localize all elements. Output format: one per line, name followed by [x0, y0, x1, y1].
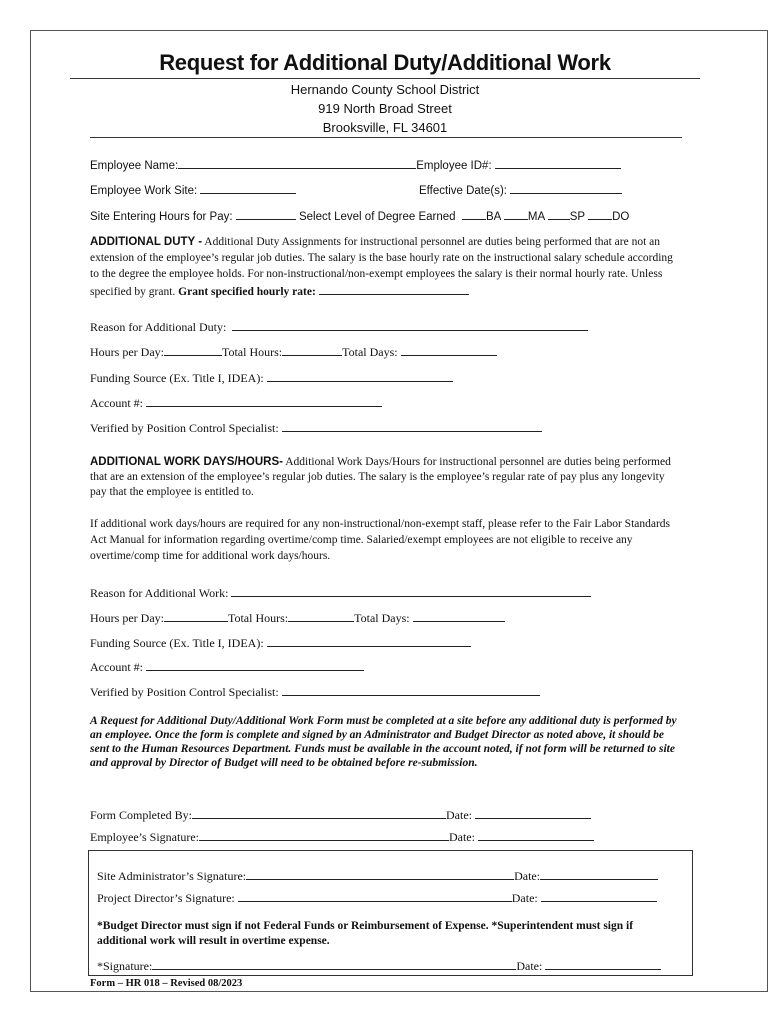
flsa-note: If additional work days/hours are required for any non-instructional/non-exempt staff, please refer to the Fair Labor Standards Act Manual for information regarding overtime/comp time. Salaried/exempt employees are not eligible to receive any overtime/comp time for additional work days/hours.: [90, 518, 671, 562]
employee-site-label-wrap: [90, 181, 296, 197]
site-hours-label: Site Entering Hours for Pay:: [90, 211, 233, 223]
project-director-row: [97, 889, 657, 906]
project-director-date-label: Date:: [511, 891, 538, 905]
header-rule: [90, 137, 682, 138]
employee-site-label: Employee Work Site:: [90, 185, 198, 197]
duty-paragraph: [90, 234, 680, 300]
degree-ba-check[interactable]: [462, 207, 486, 220]
site-hours-field[interactable]: [236, 207, 296, 220]
employee-signature-label: Employee’s Signature:: [90, 830, 199, 844]
employee-date-label: Date:: [448, 830, 475, 844]
degree-ba-label: BA: [485, 211, 501, 223]
work-verified-label: Verified by Position Control Specialist:: [90, 685, 279, 699]
duty-verified-row: [90, 419, 542, 436]
duty-reason-label: Reason for Additional Duty:: [90, 320, 227, 334]
employee-id-field[interactable]: [495, 156, 621, 169]
work-hours-day-field[interactable]: [164, 609, 228, 622]
duty-description: Additional Duty Assignments for instructional personnel are duties being performed that are not an extension of the employee’s regular job duties. The salary is the base hourly rate on the instructional salary schedule according to the degree the employee holds. For non-instructional/non-exempt employees the salary is their normal hourly rate. Unless specified by grant.: [90, 236, 673, 298]
duty-funding-field[interactable]: [267, 369, 453, 382]
employee-id-label: Employee ID#:: [416, 160, 492, 172]
degree-sp-check[interactable]: [548, 207, 570, 220]
work-reason-row: [90, 584, 591, 601]
work-verified-row: [90, 683, 540, 700]
site-hours-row: [90, 207, 629, 223]
employee-name-row: [90, 156, 621, 172]
work-funding-field[interactable]: [267, 634, 471, 647]
work-total-hours-field[interactable]: [288, 609, 354, 622]
district-name: Hernando County School District: [290, 82, 480, 97]
work-total-days-label: Total Days:: [354, 611, 410, 625]
budget-director-note: *Budget Director must sign if not Federal Funds or Reimbursement of Expense. *Superintendent must sign if additional work will result in overtime expense.: [97, 920, 634, 947]
degree-label: Select Level of Degree Earned: [298, 211, 456, 223]
site-admin-field[interactable]: [246, 867, 514, 880]
completed-by-label: Form Completed By:: [90, 808, 192, 822]
duty-heading: ADDITIONAL DUTY -: [90, 236, 203, 248]
duty-reason-row: [90, 318, 588, 335]
duty-total-days-label: Total Days:: [342, 345, 398, 359]
degree-do-check[interactable]: [588, 207, 612, 220]
duty-hours-day-field[interactable]: [164, 343, 222, 356]
project-director-label: Project Director’s Signature:: [97, 891, 235, 905]
final-signature-field[interactable]: [152, 957, 516, 970]
work-reason-field[interactable]: [231, 584, 591, 597]
form-title: Request for Additional Duty/Additional Work: [159, 50, 611, 75]
page-border: [30, 30, 768, 992]
district-street: 919 North Broad Street: [318, 101, 452, 116]
duty-hours-row: [90, 343, 497, 360]
work-account-field[interactable]: [146, 658, 364, 671]
duty-funding-label: Funding Source (Ex. Title I, IDEA):: [90, 371, 264, 385]
final-signature-row: [97, 957, 661, 974]
degree-sp-label: SP: [569, 211, 585, 223]
duty-total-hours-field[interactable]: [282, 343, 342, 356]
duty-verified-label: Verified by Position Control Specialist:: [90, 421, 279, 435]
effective-date-label: Effective Date(s):: [419, 185, 507, 197]
site-admin-date-field[interactable]: [540, 867, 658, 880]
work-hours-day-label: Hours per Day:: [90, 611, 164, 625]
degree-ma-label: MA: [527, 211, 545, 223]
completed-by-row: [90, 806, 591, 823]
employee-site-field[interactable]: [200, 181, 296, 194]
final-signature-date-field[interactable]: [545, 957, 661, 970]
site-admin-row: [97, 867, 658, 884]
work-description: Additional Work Days/Hours for instructional personnel are duties being performed that are an extension of the employee’s regular job duties. The salary is the employee’s regular rate of pay plus any longevity pay that the employee is entitled to.: [90, 456, 671, 498]
project-director-date-field[interactable]: [541, 889, 657, 902]
employee-name-label: Employee Name:: [90, 160, 179, 172]
completed-date-label: Date:: [446, 808, 472, 822]
degree-ma-check[interactable]: [504, 207, 528, 220]
district-city: Brooksville, FL 34601: [322, 120, 448, 135]
duty-account-label: Account #:: [90, 396, 143, 410]
employee-signature-field[interactable]: [199, 828, 449, 841]
duty-verified-field[interactable]: [282, 419, 542, 432]
work-total-hours-label: Total Hours:: [227, 611, 289, 625]
work-account-row: [90, 658, 364, 675]
work-total-days-field[interactable]: [413, 609, 505, 622]
employee-date-field[interactable]: [478, 828, 594, 841]
work-reason-label: Reason for Additional Work:: [90, 586, 229, 600]
completed-date-field[interactable]: [475, 806, 591, 819]
effective-date-wrap: [419, 181, 622, 197]
duty-hours-day-label: Hours per Day:: [90, 345, 164, 359]
site-admin-label: Site Administrator’s Signature:: [97, 869, 247, 883]
work-heading: ADDITIONAL WORK DAYS/HOURS-: [90, 456, 283, 468]
work-funding-row: [90, 634, 471, 651]
duty-account-row: [90, 394, 382, 411]
duty-funding-row: [90, 369, 453, 386]
form-footer: Form – HR 018 – Revised 08/2023: [90, 978, 243, 989]
work-paragraph: [90, 455, 680, 500]
site-admin-date-label: Date:: [514, 869, 541, 883]
duty-total-days-field[interactable]: [401, 343, 497, 356]
work-account-label: Account #:: [90, 660, 143, 674]
duty-account-field[interactable]: [146, 394, 382, 407]
completed-by-field[interactable]: [192, 806, 446, 819]
submission-notice: A Request for Additional Duty/Additional Work Form must be completed at a site before any additional duty is performed by an employee. Once the form is complete and signed by an Administrator and Budget Director as noted above, it should be sent to the Human Resources Department. Funds must be available in the account noted, if not form will be returned to site and approval by Director of Budget will need to be obtained before re-submission.: [90, 715, 677, 769]
effective-date-field[interactable]: [510, 181, 622, 194]
degree-do-label: DO: [612, 211, 630, 223]
project-director-field[interactable]: [238, 889, 512, 902]
employee-signature-row: [90, 828, 594, 845]
employee-name-field[interactable]: [178, 156, 416, 169]
work-verified-field[interactable]: [282, 683, 540, 696]
work-hours-row: [90, 609, 505, 626]
title-rule: [70, 78, 700, 79]
work-funding-label: Funding Source (Ex. Title I, IDEA):: [90, 636, 264, 650]
final-signature-date-label: Date:: [516, 959, 543, 973]
grant-rate-field[interactable]: [319, 282, 469, 295]
duty-total-hours-label: Total Hours:: [221, 345, 283, 359]
grant-rate-label: Grant specified hourly rate:: [178, 286, 316, 298]
duty-reason-field[interactable]: [232, 318, 588, 331]
final-signature-label: *Signature:: [97, 959, 153, 973]
